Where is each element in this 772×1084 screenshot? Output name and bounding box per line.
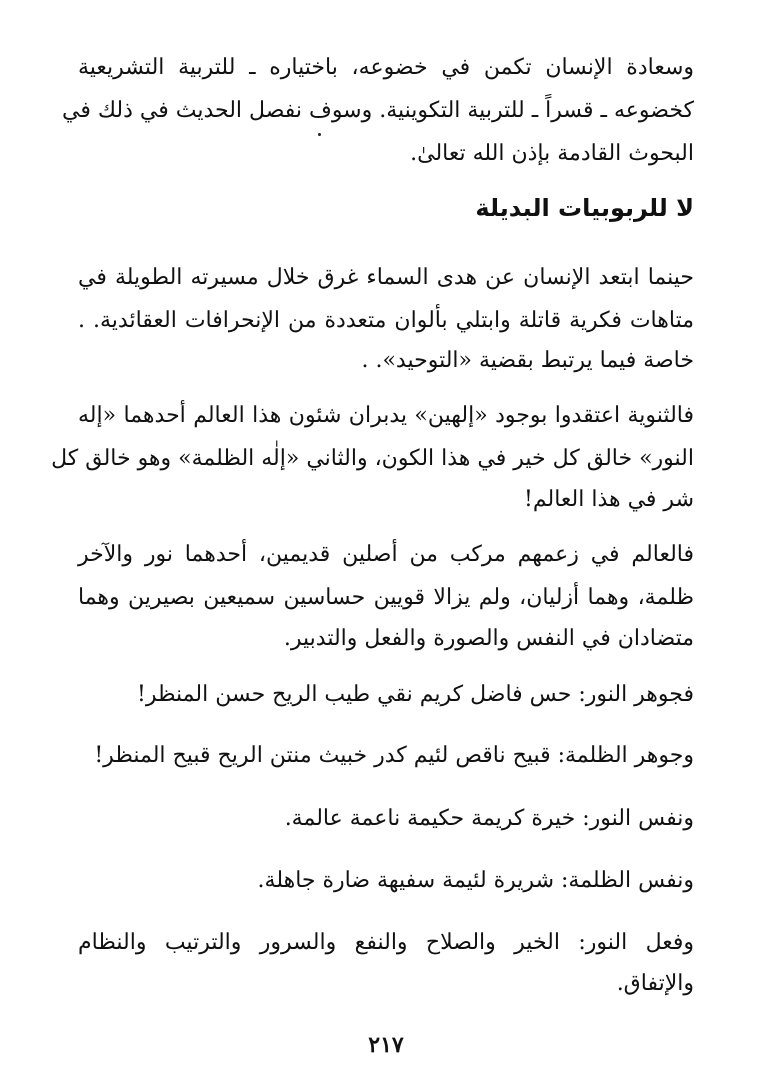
text-line-13: فجوهر النور: حس فاضل كريم نقي طيب الريح حسن المنظر! [137,682,694,707]
text-line-11: ظلمة، وهما أزليان، ولم يزالا قويين حساسين سميعين بصيرين وهما [78,585,694,610]
text-line-7: فالثنوية اعتقدوا بوجود «إلهين» يدبران شئون هذا العالم أحدهما «إله [78,403,694,428]
text-line-1: وسعادة الإنسان تكمن في خضوعه، باختياره ـ للتربية التشريعية [78,55,694,80]
text-line-5: متاهات فكرية قاتلة وابتلي بألوان متعددة من الإنحرافات العقائدية. . [78,308,694,333]
text-line-14: وجوهر الظلمة: قبيح ناقص لئيم كدر خبيث منتن الريح قبيح المنظر! [94,743,694,768]
stray-mark [318,133,321,136]
section-heading: لا للربوبيات البديلة [475,194,694,222]
text-line-6: خاصة فيما يرتبط بقضية «التوحيد». . [361,348,694,373]
text-line-16: ونفس الظلمة: شريرة لئيمة سفيهة ضارة جاهلة. [257,868,694,893]
text-line-10: فالعالم في زعمهم مركب من أصلين قديمين، أحدهما نور والآخر [78,542,694,567]
text-line-17: وفعل النور: الخير والصلاح والنفع والسرور والترتيب والنظام [78,930,694,955]
text-line-4: حينما ابتعد الإنسان عن هدى السماء غرق خلال مسيرته الطويلة في [78,265,694,290]
text-line-2: كخضوعه ـ قسراً ـ للتربية التكوينية. وسوف نفصل الحديث في ذلك في [62,98,694,123]
text-line-15: ونفس النور: خيرة كريمة حكيمة ناعمة عالمة. [284,806,694,831]
text-line-18: والإتفاق. [616,971,694,996]
text-line-3: البحوث القادمة بإذن الله تعالىٰ. [410,141,694,166]
text-line-12: متضادان في النفس والصورة والفعل والتدبير. [283,626,694,651]
text-line-8: النور» خالق كل خير في هذا الكون، والثاني «إلٰه الظلمة» وهو خالق كل [51,446,694,471]
text-line-9: شر في هذا العالم! [524,487,694,512]
page-number: ٢١٧ [368,1032,404,1058]
